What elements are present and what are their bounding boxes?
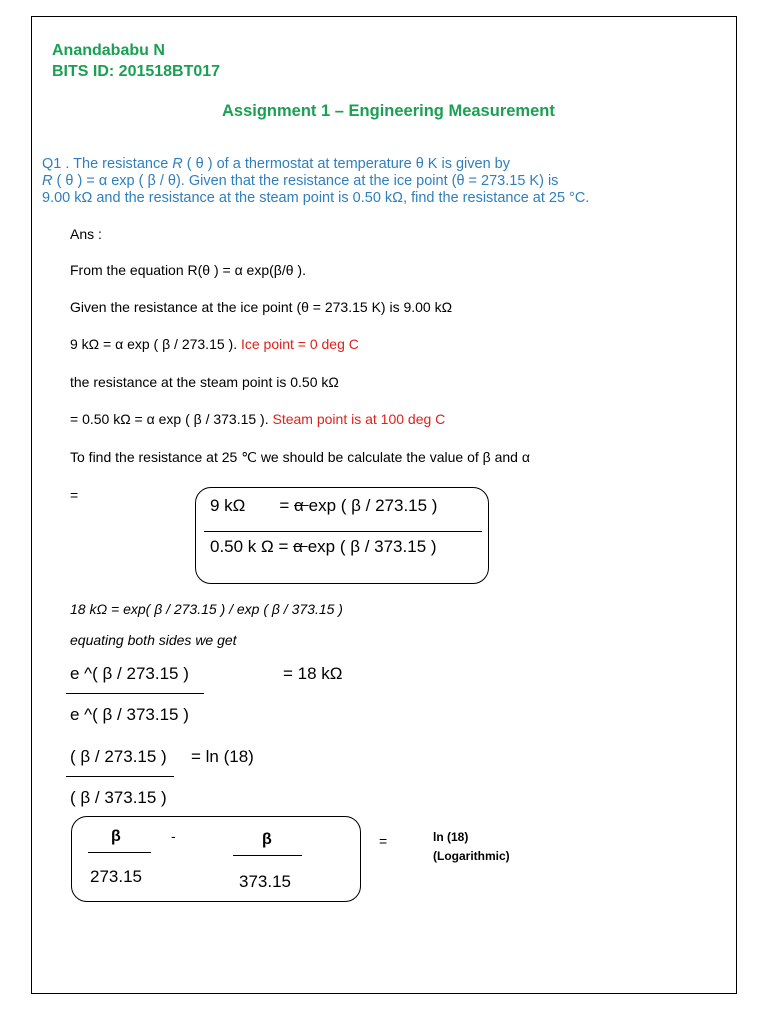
step-find-resistance: To find the resistance at 25 ℃ we should be calculate the value of β and α (70, 449, 530, 465)
fraction1-denominator: e ^( β / 373.15 ) (70, 705, 189, 724)
author-name: Anandababu N (52, 42, 165, 59)
ans-label: Ans : (70, 226, 102, 242)
beta-numerator-2: β (262, 831, 272, 848)
fraction1-line (66, 693, 204, 694)
beta-numerator-1: β (111, 828, 121, 845)
ratio-numerator: 9 kΩ = α exp ( β / 273.15 ) (210, 496, 438, 515)
page-title: Assignment 1 – Engineering Measurement (222, 102, 555, 120)
fraction2-denominator: ( β / 373.15 ) (70, 788, 167, 807)
final-logarithmic-note: (Logarithmic) (433, 849, 510, 863)
bits-id: BITS ID: 201518BT017 (52, 63, 221, 80)
ratio-denominator: 0.50 k Ω = α exp ( β / 373.15 ) (210, 537, 437, 556)
question-line-1: Q1 . The resistance R ( θ ) of a thermostat at temperature θ K is given by (42, 156, 510, 172)
steam-point-note: Steam point is at 100 deg C (272, 411, 446, 427)
step-ratio-result: 18 kΩ = exp( β / 273.15 ) / exp ( β / 373.15 ) (70, 601, 343, 617)
step-ice-point: Given the resistance at the ice point (θ = 273.15 K) is 9.00 kΩ (70, 299, 453, 315)
ice-point-note: Ice point = 0 deg C (240, 336, 359, 352)
fraction2-line (66, 776, 174, 777)
minus-sign: - (171, 828, 176, 844)
step-steam-equation: = 0.50 kΩ = α exp ( β / 373.15 ). Steam point is at 100 deg C (70, 411, 446, 427)
step-ice-equation: 9 kΩ = α exp ( β / 273.15 ). Ice point = 0 deg C (70, 336, 359, 352)
beta-denominator-2: 373.15 (239, 872, 291, 891)
step-equating: equating both sides we get (70, 632, 237, 648)
final-equals: = (379, 833, 388, 849)
beta-fraction-line-1 (88, 852, 151, 853)
final-ln-18: ln (18) (433, 830, 469, 844)
fraction2-numerator: ( β / 273.15 ) (70, 747, 167, 766)
step-steam-point: the resistance at the steam point is 0.50 kΩ (70, 374, 339, 390)
ratio-fraction-line (204, 531, 482, 532)
beta-fraction-line-2 (233, 855, 302, 856)
step-equation: From the equation R(θ ) = α exp(β/θ ). (70, 262, 306, 278)
fraction1-rhs: = 18 kΩ (283, 664, 343, 683)
beta-denominator-1: 273.15 (90, 867, 142, 886)
fraction2-rhs: = ln (18) (191, 747, 254, 766)
question-line-3: 9.00 kΩ and the resistance at the steam point is 0.50 kΩ, find the resistance at 25 °C. (42, 190, 590, 206)
equals-sign: = (70, 487, 79, 503)
question-line-2: R ( θ ) = α exp ( β / θ). Given that the resistance at the ice point (θ = 273.15 K) is (42, 173, 559, 189)
fraction1-numerator: e ^( β / 273.15 ) (70, 664, 189, 683)
